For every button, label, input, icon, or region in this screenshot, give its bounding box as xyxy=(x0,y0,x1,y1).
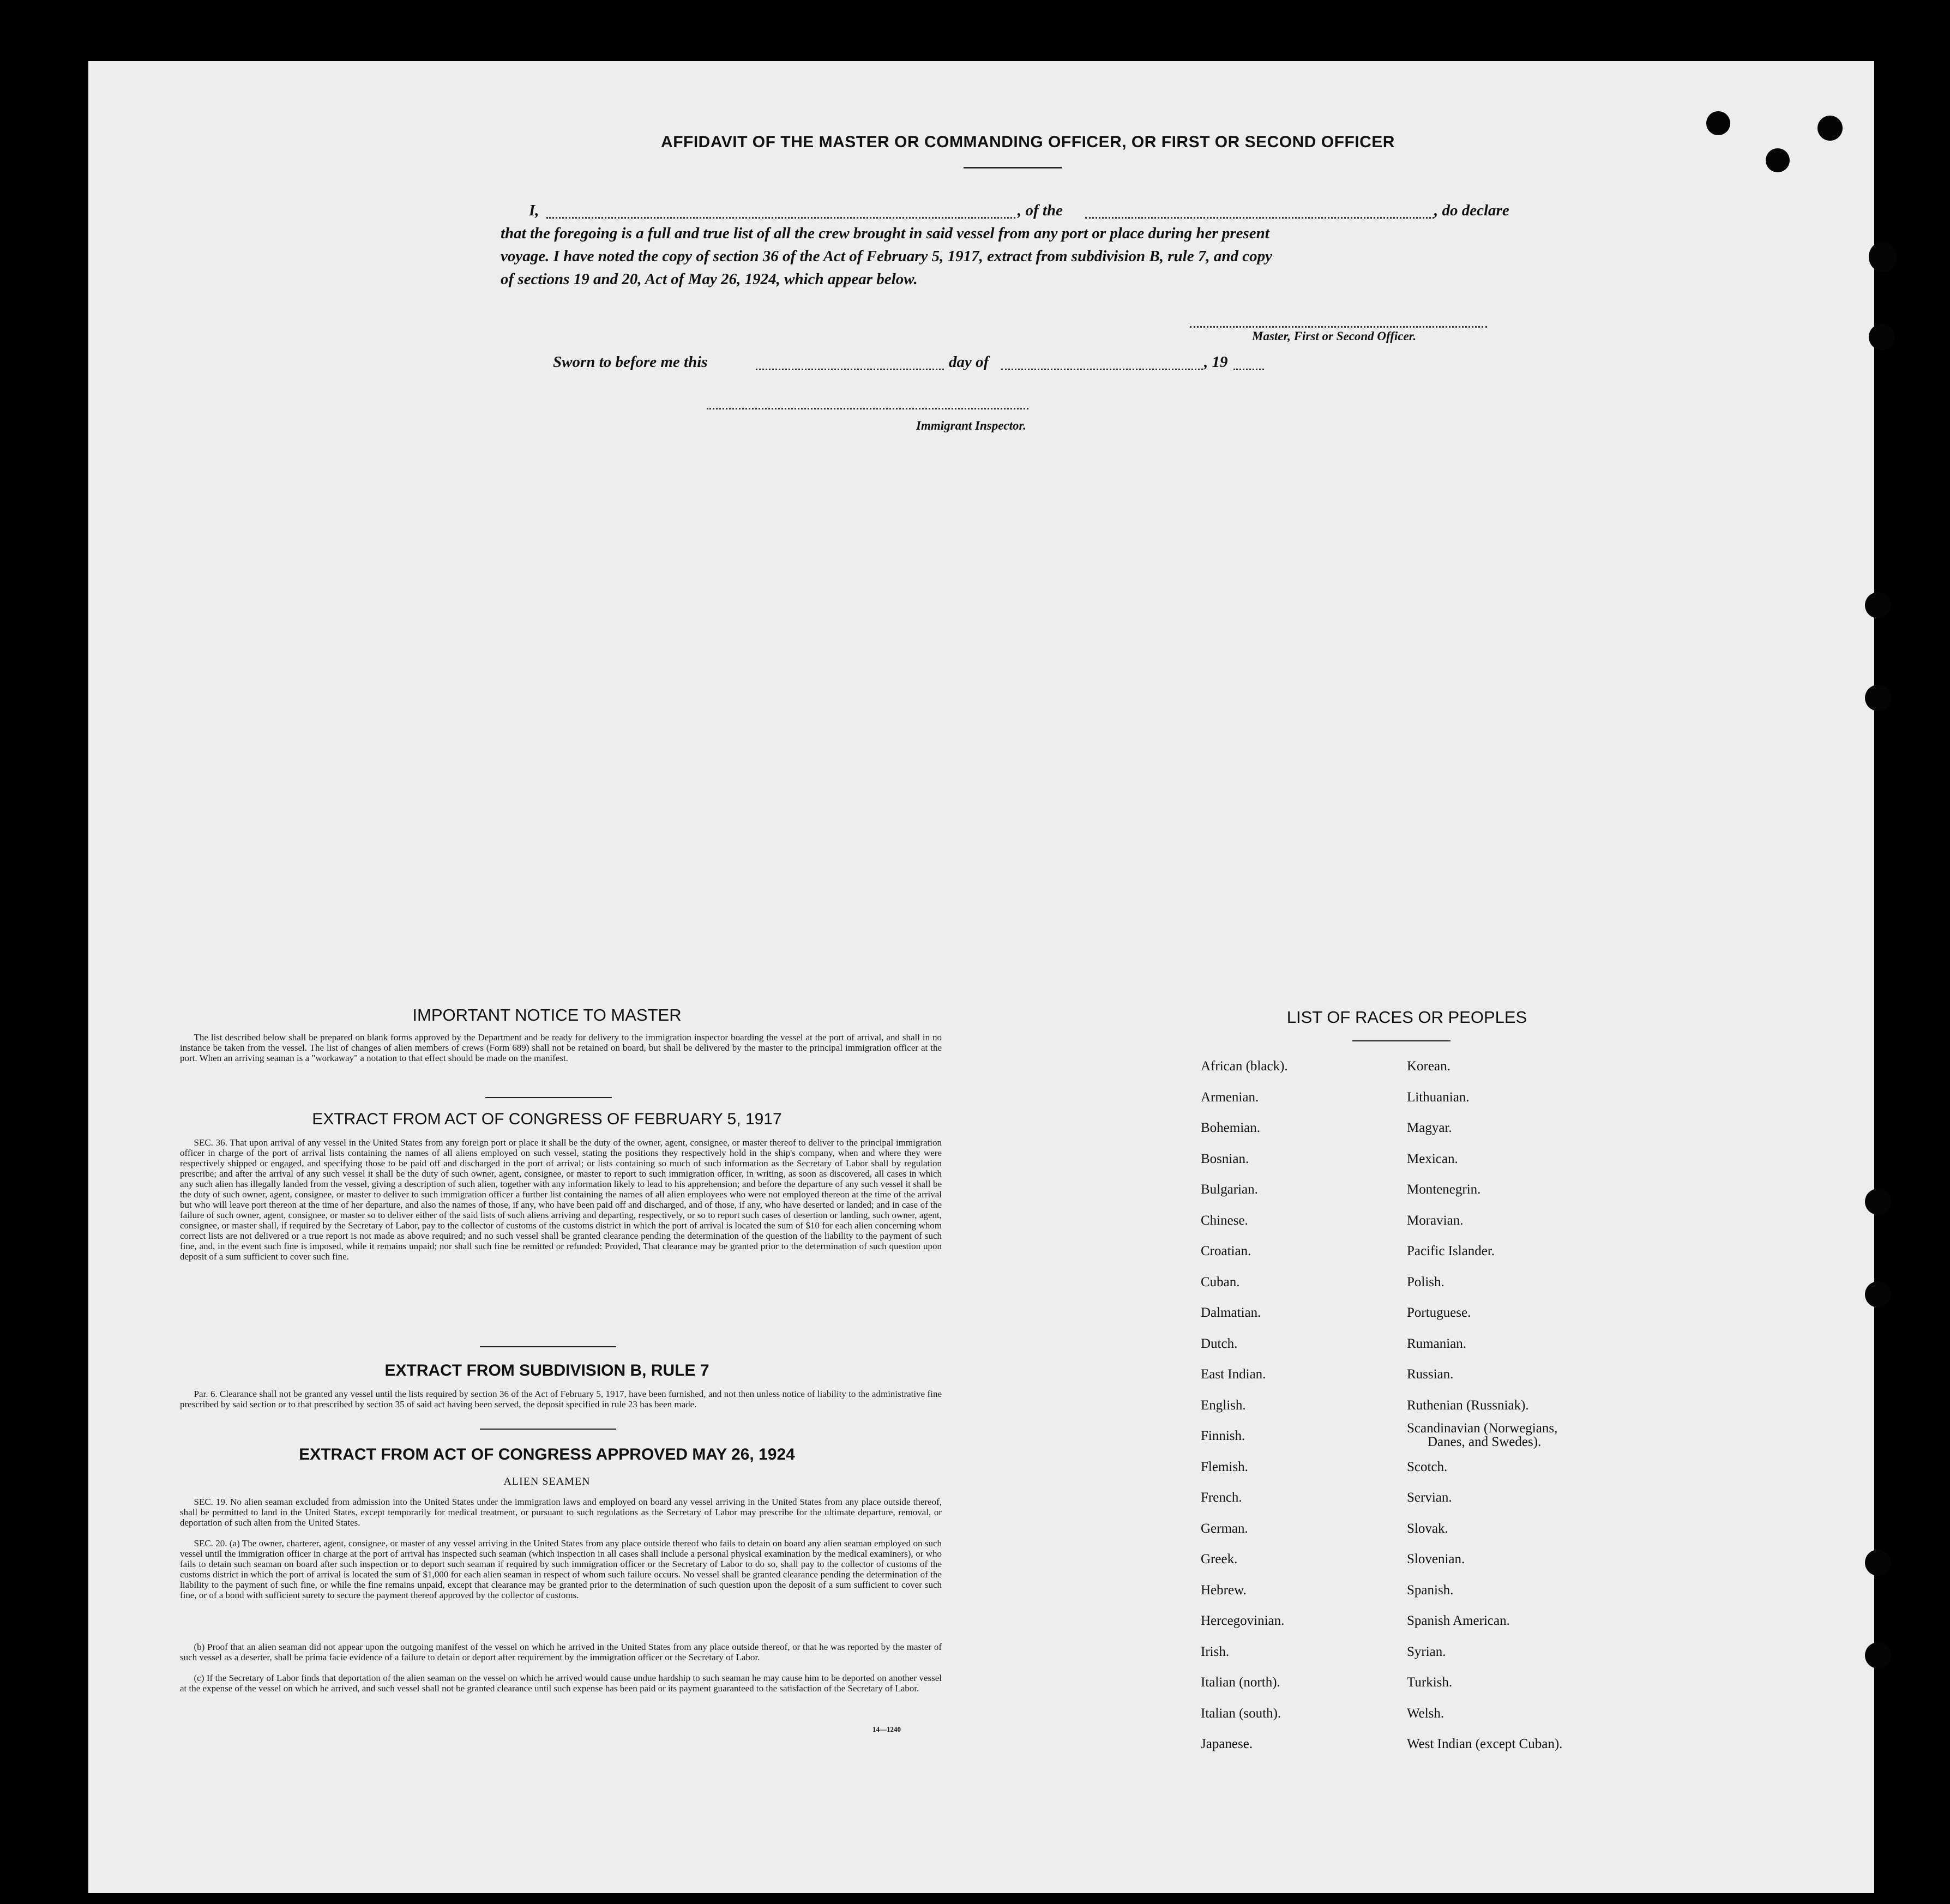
race-item: Japanese. xyxy=(1201,1737,1253,1751)
sworn-month-field[interactable] xyxy=(1001,358,1203,370)
race-item: West Indian (except Cuban). xyxy=(1407,1737,1563,1751)
notice-body: The list described below shall be prepared on blank forms approved by the Department and be ready for delivery to the immigration inspector boarding the vessel at the port of arrival, and shall in no instance be taken from the vessel. The list of changes of alien members of crews (Form 689) shall not be retained on board, but shall be delivered by the master to the principal immigration officer at the port. When an arriving seaman is a "workaway" a notation to that effect should be made on the manifest. xyxy=(180,1032,942,1063)
race-item: Hebrew. xyxy=(1201,1582,1247,1598)
race-item: Montenegrin. xyxy=(1407,1182,1481,1197)
punch-hole xyxy=(1869,242,1897,272)
name-field[interactable] xyxy=(546,206,1015,219)
race-item: Scandinavian (Norwegians, xyxy=(1407,1421,1558,1436)
divider xyxy=(480,1429,616,1430)
races-column-1 xyxy=(1201,1051,1288,1760)
affidavit-of-the: , of the xyxy=(1018,202,1063,219)
race-item: Magyar. xyxy=(1407,1120,1452,1135)
punch-hole xyxy=(1706,111,1730,135)
race-item: Polish. xyxy=(1407,1274,1445,1290)
race-item: Turkish. xyxy=(1407,1675,1453,1690)
race-item: Scotch. xyxy=(1407,1459,1448,1474)
punch-hole xyxy=(1865,1550,1891,1576)
race-item: Pacific Islander. xyxy=(1407,1244,1495,1258)
form-number: 14—1240 xyxy=(872,1725,901,1733)
sec20b-body: (b) Proof that an alien seaman did not appear upon the outgoing manifest of the vessel on which he arrived in the United States from any place outside thereof, or that he was reported by the master of such vessel as a deserter, shall be prima facie evidence of a failure to detain or deport after requirement by the immigration officer or the Secretary of Labor. xyxy=(180,1642,942,1662)
sworn-label: Sworn to before me this xyxy=(553,353,708,371)
races-title-underline xyxy=(1352,1040,1451,1041)
race-item: Ruthenian (Russniak). xyxy=(1407,1397,1529,1413)
affidavit-line-3: voyage. I have noted the copy of section 36 of the Act of February 5, 1917, extract from subdivision B, rule 7, and copy xyxy=(501,248,1272,265)
race-item: German. xyxy=(1201,1521,1248,1536)
punch-hole xyxy=(1865,1189,1891,1215)
sworn-year-field[interactable] xyxy=(1233,358,1264,370)
extract-1917-body: SEC. 36. That upon arrival of any vessel in the United States from any foreign port or place it shall be the duty of the owner, agent, consignee, or master thereof to deliver to the principal immigration officer in charge of the port of arrival lists containing the names of all aliens employed on such vessel, stating the positions they respectively hold in the ship's company, when and where they were respectively shipped or engaged, and specifying those to be paid off and discharged in the port of arrival; or lists containing so much of such information as the Secretary of Labor shall by regulation prescribe; and after the arrival of any such vessel it shall be the duty of such owner, agent, consignee, or master to report to such immigration officer, in writing, as soon as discovered, all cases in which any such alien has illegally landed from the vessel, giving a description of such alien, together with any information likely to lead to his apprehension; and before the departure of any such vessel it shall be the duty of such owner, agent, consignee, or master to deliver to such immigration officer a further list containing the names of all alien employees who were not employed thereon at the time of the arrival but who will leave port thereon at the time of her departure, and also the names of those, if any, who have been paid off and discharged, and of those, if any, who have deserted or landed; and in case of the failure of such owner, agent, consignee, or master so to deliver either of the said lists of such aliens arriving and departing, respectively, or so to report such cases of desertion or landing, such owner, agent, consignee, or master shall, if required by the Secretary of Labor, pay to the collector of customs of the customs district in which the port of arrival is located the sum of $10 for each alien concerning whom correct lists are not delivered or a true report is not made as above required; and no such vessel shall be granted clearance pending the determination of the question of the liability to the payment of such fine, and, in the event such fine is imposed, while it remains unpaid; nor shall such fine be remitted or refunded: Provided, That clearance may be granted prior to the determination of such question upon deposit of a sum sufficient to cover such fine. xyxy=(180,1137,942,1262)
race-item: Greek. xyxy=(1201,1552,1238,1566)
race-item: Lithuanian. xyxy=(1407,1089,1470,1105)
race-item: Syrian. xyxy=(1407,1644,1446,1659)
race-item: Danes, and Swedes). xyxy=(1428,1435,1542,1449)
race-item: Bosnian. xyxy=(1201,1151,1249,1166)
race-item: Finnish. xyxy=(1201,1429,1245,1443)
sec20a-body: SEC. 20. (a) The owner, charterer, agent, consignee, or master of any vessel arriving in the United States from any place outside thereof who fails to detain on board any alien seaman employed on such vessel until the immigration officer in charge at the port of arrival has inspected such seaman (which inspection in all cases shall include a personal physical examination by the medical examiners), or who fails to detain such seaman on board after such inspection or to deport such seaman if required by such immigration officer or the Secretary of Labor to do so, shall pay to the collector of customs of the customs district in which the port of arrival is located the sum of $1,000 for each alien seaman in respect of whom such failure occurs. No vessel shall be granted clearance pending the determination of the liability to the payment of such fine, or while the fine remains unpaid, except that clearance may be granted prior to the determination of such question upon the deposit of a sum sufficient to cover such fine, or of a bond with sufficient surety to secure the payment thereof approved by the collector of customs. xyxy=(180,1538,942,1600)
race-item: Italian (north). xyxy=(1201,1675,1280,1690)
races-title: LIST OF RACES OR PEOPLES xyxy=(1286,1008,1527,1027)
race-item: French. xyxy=(1201,1490,1242,1505)
punch-hole xyxy=(1865,685,1891,711)
alien-seamen-subtitle: ALIEN SEAMEN xyxy=(503,1475,591,1487)
race-item: Hercegovinian. xyxy=(1201,1613,1285,1628)
extract-1917-title: EXTRACT FROM ACT OF CONGRESS OF FEBRUARY 5, 1917 xyxy=(312,1110,782,1128)
affidavit-line-4: of sections 19 and 20, Act of May 26, 1924, which appear below. xyxy=(501,270,918,288)
year-label: , 19 xyxy=(1204,353,1228,371)
race-item: Portuguese. xyxy=(1407,1305,1471,1320)
race-item: Armenian. xyxy=(1201,1089,1259,1105)
punch-hole xyxy=(1869,324,1895,350)
race-item: Italian (south). xyxy=(1201,1706,1281,1721)
subdivision-b-title: EXTRACT FROM SUBDIVISION B, RULE 7 xyxy=(384,1361,709,1379)
title-underline xyxy=(964,167,1062,168)
race-item: Welsh. xyxy=(1407,1706,1445,1721)
vessel-field[interactable] xyxy=(1085,206,1434,219)
race-item: English. xyxy=(1201,1397,1246,1413)
master-signature-field[interactable] xyxy=(1190,316,1487,328)
master-caption: Master, First or Second Officer. xyxy=(1252,329,1417,343)
race-item: East Indian. xyxy=(1201,1367,1266,1382)
punch-hole xyxy=(1865,1281,1891,1308)
race-item: Rumanian. xyxy=(1407,1336,1467,1351)
affidavit-title: AFFIDAVIT OF THE MASTER OR COMMANDING OFFICER, OR FIRST OR SECOND OFFICER xyxy=(661,133,1395,151)
divider xyxy=(480,1346,616,1347)
race-item: Spanish. xyxy=(1407,1582,1454,1598)
race-item: Bulgarian. xyxy=(1201,1182,1258,1197)
races-column-2 xyxy=(1407,1051,1562,1760)
punch-hole xyxy=(1865,1642,1891,1668)
race-item: Slovenian. xyxy=(1407,1552,1465,1566)
inspector-signature-field[interactable] xyxy=(707,398,1028,409)
punch-hole xyxy=(1865,592,1891,618)
race-item: Servian. xyxy=(1407,1490,1452,1505)
race-item: Chinese. xyxy=(1201,1213,1248,1228)
subdivision-b-body: Par. 6. Clearance shall not be granted any vessel until the lists required by section 36 of the Act of February 5, 1917, have been furnished, and not then unless notice of liability to the administrative fine prescribed by said section or to that prescribed by section 35 of said act having been served, the deposit specified in rule 23 has been made. xyxy=(180,1389,942,1409)
extract-1924-title: EXTRACT FROM ACT OF CONGRESS APPROVED MAY 26, 1924 xyxy=(299,1445,795,1463)
race-item: Dutch. xyxy=(1201,1336,1238,1351)
affidavit-do-declare: , do declare xyxy=(1434,202,1509,219)
inspector-caption: Immigrant Inspector. xyxy=(916,419,1026,432)
form-page xyxy=(88,61,1874,1893)
race-item: Irish. xyxy=(1201,1644,1230,1659)
race-item: Korean. xyxy=(1407,1059,1451,1074)
race-item: Russian. xyxy=(1407,1367,1454,1382)
affidavit-i: I, xyxy=(529,202,539,219)
punch-hole xyxy=(1817,116,1843,141)
race-item: Mexican. xyxy=(1407,1151,1458,1166)
race-item: African (black). xyxy=(1201,1059,1288,1074)
sec19-body: SEC. 19. No alien seaman excluded from admission into the United States under the immigration laws and employed on board any vessel arriving in the United States from any place outside thereof, shall be permitted to land in the United States, except temporarily for medical treatment, or pursuant to such regulations as the Secretary of Labor may prescribe for the ultimate departure, removal, or deportation of such alien from the United States. xyxy=(180,1497,942,1528)
race-item: Slovak. xyxy=(1407,1521,1448,1536)
affidavit-line-2: that the foregoing is a full and true list of all the crew brought in said vessel from any port or place during her present xyxy=(501,225,1269,242)
race-item: Bohemian. xyxy=(1201,1120,1261,1135)
race-item: Flemish. xyxy=(1201,1459,1248,1474)
race-item: Dalmatian. xyxy=(1201,1305,1261,1320)
race-item: Spanish American. xyxy=(1407,1613,1510,1628)
punch-hole xyxy=(1766,148,1790,172)
race-item: Croatian. xyxy=(1201,1244,1251,1258)
race-item: Cuban. xyxy=(1201,1274,1240,1290)
sworn-day-field[interactable] xyxy=(756,358,944,370)
divider xyxy=(485,1097,612,1098)
notice-title: IMPORTANT NOTICE TO MASTER xyxy=(412,1005,682,1025)
sec20c-body: (c) If the Secretary of Labor finds that deportation of the alien seaman on the vessel on which he arrived would cause undue hardship to such seaman he may cause him to be deported on another vessel at the expense of the vessel on which he arrived, and such vessel shall not be granted clearance until such expense has been paid or its payment guaranteed to the satisfaction of the Secretary of Labor. xyxy=(180,1673,942,1694)
race-item: Moravian. xyxy=(1407,1213,1464,1228)
day-of-label: day of xyxy=(949,353,989,371)
